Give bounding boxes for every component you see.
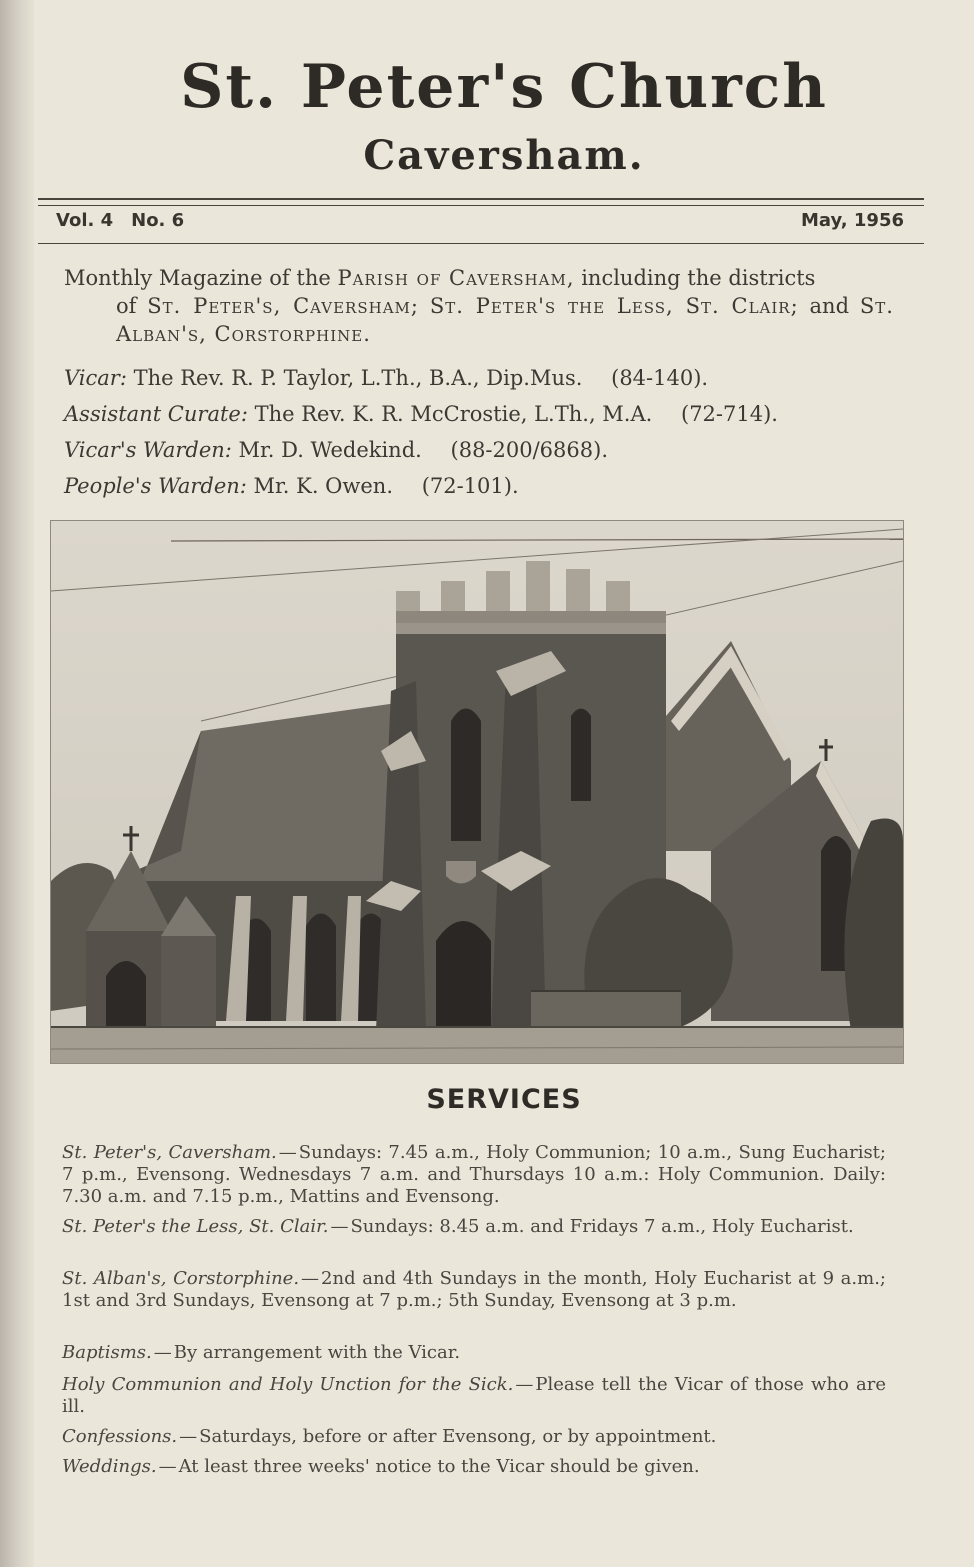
officer-peoples-warden	[64, 468, 904, 504]
officer-role: People's Warden:	[64, 474, 247, 498]
service-item: St. Alban's, Corstorphine. — 2nd and 4th Sundays in the month, Holy Eucharist at 9 a.m.; 1st and 3rd Sundays, Evensong at 7 p.m.; 5th Sunday, Evensong at 3 p.m.	[62, 1268, 886, 1311]
issue-date: May, 1956	[800, 210, 904, 231]
service-item: St. Peter's the Less, St. Clair. — Sundays: 8.45 a.m. and Fridays 7 a.m., Holy Eucharist.	[62, 1216, 854, 1237]
services-heading: SERVICES	[426, 1084, 582, 1115]
service-item: Holy Communion and Holy Unction for the Sick. — Please tell the Vicar of those who are ill.	[62, 1374, 886, 1417]
officer-phone: (72-714).	[681, 402, 778, 426]
church-subtitle: Caversham.	[363, 132, 645, 179]
service-label: Holy Communion and Holy Unction for the Sick.	[62, 1374, 514, 1395]
intro-parish: Parish of Caversham,	[337, 266, 575, 290]
service-text: Sundays: 7.45 a.m., Holy Communion; 10 a.m., Sung Eucharist; 7 p.m., Evensong. Wednesdays 7 a.m. and Thursdays 10 a.m.: Holy Communion. Daily: 7.30 a.m. and 7.15 p.m., Mattins and Evensong.	[62, 1142, 886, 1207]
header-rule-bottom	[38, 243, 924, 244]
service-label: St. Alban's, Corstorphine.	[62, 1268, 300, 1289]
service-item: Baptisms. — By arrangement with the Vicar.	[62, 1342, 461, 1363]
header-rule-top	[38, 198, 924, 200]
officer-phone: (72-101).	[421, 474, 519, 498]
service-item: St. Peter's, Caversham. — Sundays: 7.45 a.m., Holy Communion; 10 a.m., Sung Eucharist; 7 p.m., Evensong. Wednesdays 7 a.m. and Thursdays 10 a.m.: Holy Communion. Daily: 7.30 a.m. and 7.15 p.m., Mattins and Evensong.	[62, 1142, 886, 1207]
officers-list	[64, 360, 904, 504]
service-text: Please tell the Vicar of those who are ill.	[62, 1374, 886, 1417]
magazine-page	[34, 0, 974, 1567]
header-rule-top-thin	[38, 205, 924, 206]
service-text: By arrangement with the Vicar.	[173, 1342, 461, 1363]
issue-line	[56, 210, 904, 231]
service-text: Saturdays, before or after Evensong, or by appointment.	[199, 1426, 717, 1447]
church-title: St. Peter's Church	[180, 52, 828, 122]
officer-role: Vicar:	[64, 366, 127, 390]
officer-vicar	[64, 360, 904, 396]
officer-phone: (84-140).	[611, 366, 709, 390]
porch-door	[106, 961, 146, 1026]
officer-role: Assistant Curate:	[64, 402, 248, 426]
officer-name: The Rev. K. R. McCrostie, L.Th., M.A.	[254, 402, 653, 426]
church-photo	[50, 520, 904, 1064]
intro-st-peters: St. Peter's, Caversham;	[147, 294, 419, 318]
intro-st-peters-less: St. Peter's the Less, St. Clair;	[429, 294, 799, 318]
footpath	[51, 1026, 903, 1063]
magazine-intro	[64, 264, 894, 348]
nave-window	[306, 914, 336, 1022]
tower-door	[436, 921, 491, 1031]
fence	[531, 991, 681, 1031]
intro-and: and	[809, 294, 850, 318]
intro-st-albans: St. Alban's, Corstorphine.	[116, 294, 894, 346]
service-label: Confessions.	[62, 1426, 178, 1447]
service-item: Confessions. — Saturdays, before or after Evensong, or by appointment.	[62, 1426, 717, 1447]
officer-name: The Rev. R. P. Taylor, L.Th., B.A., Dip.Mus.	[133, 366, 583, 390]
officer-curate	[64, 396, 904, 432]
intro-line1-end: including the districts	[581, 266, 816, 290]
service-text: 2nd and 4th Sundays in the month, Holy Eucharist at 9 a.m.; 1st and 3rd Sundays, Evensong at 7 p.m.; 5th Sunday, Evensong at 3 p.m.	[62, 1268, 886, 1311]
intro-rest	[64, 292, 894, 348]
officer-name: Mr. D. Wedekind.	[238, 438, 422, 462]
intro-line1-start: Monthly Magazine of the	[64, 266, 331, 290]
tower-window	[451, 709, 481, 842]
service-text: At least three weeks' notice to the Vicar should be given.	[178, 1456, 700, 1477]
officer-name: Mr. K. Owen.	[253, 474, 393, 498]
officer-role: Vicar's Warden:	[64, 438, 232, 462]
service-label: Weddings.	[62, 1456, 157, 1477]
intro-of: of	[116, 294, 137, 318]
service-label: St. Peter's, Caversham.	[62, 1142, 277, 1163]
issue-volume-number	[56, 210, 202, 231]
tower-window	[571, 709, 591, 802]
service-label: St. Peter's the Less, St. Clair.	[62, 1216, 329, 1237]
issue-volume: Vol. 4	[56, 210, 114, 231]
issue-number: No. 6	[131, 210, 185, 231]
service-text: Sundays: 8.45 a.m. and Fridays 7 a.m., Holy Eucharist.	[350, 1216, 854, 1237]
book-spine-shadow	[0, 0, 34, 1567]
service-label: Baptisms.	[62, 1342, 152, 1363]
officer-vicars-warden	[64, 432, 904, 468]
service-item: Weddings. — At least three weeks' notice to the Vicar should be given.	[62, 1456, 700, 1477]
officer-phone: (88-200/6868).	[450, 438, 608, 462]
